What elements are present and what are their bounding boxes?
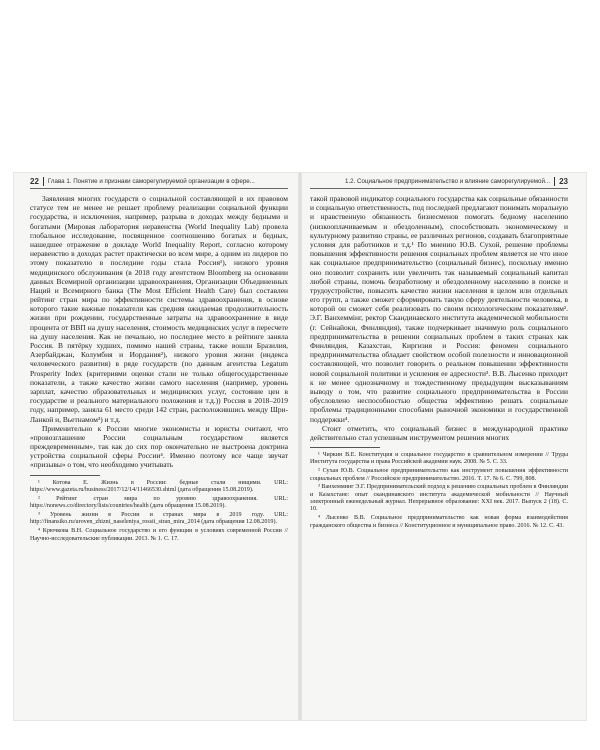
right-page-number: 23 xyxy=(559,176,568,186)
left-body-text xyxy=(30,194,288,470)
paragraph: такой правовой индикатор социального государства как социальные обязанности и социальную ответственность, под последней предлагают понимать моральную и нравственную обязанность бизнесменов помогать бедному населению (низкооплачиваемым и обездоленным), способствовать экономическому и культурному развитию страны, ее различных регионов, создавать благоприятные условия для работников и т.д.¹ По мнению Ю.В. Сухой, решение проблемы повышения эффективности решения социальных проблем является не что иное как социальное предпринимательство (социальный бизнес), поскольку именно оно позволит сохранить или увеличить так называемый социальный капитал любой страны, помочь безработному и обездоленному населению в поиске и трудоустройстве, повысить качество жизни населения в целом или отдельных его групп, а также сможет сформировать такую сферу деятельности человека, в которой он сможет себя реализовать по своим психологическим показателям². Э.Г. Ванхеммінг, ректор Скандинавского института академической мобильности (г. Сейнайоки, Финляндия), также подчеркивает значимую роль социального предпринимательства в решении социальных проблем в таких странах как Финляндия, Казахстан, Киргизия и Россия: феномен социального предпринимательства обладает свойством особой полезности и инновационной составляющей, что позволит говорить о реальном повышении эффективности новой социальной политики и усиления ее адресности³. В.В. Лысенко приходит к не менее однозначному и тождественному предыдущим высказываниям выводу о том, что развитие социального предпринимательства в России обусловлено неспособностью общества эффективно решать социальные проблемы традиционными способами рыночной экономики и государственной поддержки⁴. xyxy=(310,194,568,424)
right-footnotes xyxy=(310,452,568,530)
footnote: ⁴ Лысенко В.В. Социальное предпринимательство как новая форма взаимодействия гражданского общества и бизнеса // Конституционное и муниципальное право. 2016. № 12. С. 43. xyxy=(310,515,568,529)
paragraph: Применительно к России многие экономисты и юристы считают, что «провозглашение России социальным государством является преждевременным», так как до сих пор окончательно не выстроена доктрина устройства социальной сферы России⁴. Именно поэтому все чаще звучат «призывы» о том, что необходимо учитывать xyxy=(30,423,288,470)
header-rule xyxy=(310,188,568,189)
separator-bar xyxy=(554,177,555,186)
footnote: ³ Уровень жизни в России и странах мира в 2019 году. URL: http://finansiko.ru/uroven_zhizni_naseleniya_rossii_stran_mira_2014 (дата обращения 12.08.2019). xyxy=(30,512,288,526)
left-running-title: Глава 1. Понятие и признаки саморегулируемой организации в сфере... xyxy=(47,177,255,185)
header-rule xyxy=(30,188,288,189)
left-footnotes xyxy=(30,480,288,543)
footnote: ¹ Котова Е. Жизнь в России: бедные стали нищими. URL: https://www.gazeta.ru/business/2017/12/14/11466530.shtml (дата обращения 15.08.2019). xyxy=(30,479,288,493)
right-running-head xyxy=(310,175,568,187)
footnote: ¹ Чиркин В.Е. Конституция и социальное государство в сравнительном измерении // Труды Института государства и права Российской академии наук. 2008. № 5. С. 33. xyxy=(310,452,568,466)
footnote: ² Сухая Ю.В. Социальное предпринимательство как инструмент повышения эффективности социальных проблем // Российское предпринимательство. 2016. Т. 17. № 6. С. 799, 808. xyxy=(310,468,568,482)
left-running-head xyxy=(30,175,288,187)
separator-bar xyxy=(43,177,44,186)
footnote: ⁴ Крючкова В.Н. Социальное государство и его функции в условиях современной России // Научно-исследовательские публикации. 2013. № 1. С. 17. xyxy=(30,528,288,542)
right-body-text xyxy=(310,194,568,442)
footnote-rule xyxy=(30,475,100,476)
right-page xyxy=(310,173,568,720)
footnote-rule xyxy=(310,447,380,448)
footnote: ³ Ванхемминг Э.Г. Предпринимательский подход к решению социальных проблем в Финляндии и Казахстане: опыт скандинавского института академической мобильности // Научный электронный еженедельный журнал. Непрерывное образование: XXI век. 2017. Выпуск 2 (18). С. 10. xyxy=(310,484,568,513)
left-page xyxy=(30,173,288,720)
footnote: ² Рейтинг стран мира по уровню здравоохранения. URL: https://nonews.co/directory/lists/countries/health (дата обращения 15.08.2019). xyxy=(30,495,288,510)
paragraph: Заявления многих государств о социальной составляющей в их правовом статусе тем не менее не решает проблему реализации социальной функции государства, и исключения, например, разрыва в доходах между бедными и богатыми (Мировая лаборатория неравенства (World Inequality Lab) провела глобальное исследование, посвященное соотношению богатых и бедных, нашедшее отражение в докладе World Inequality Report, согласно которому неравенство в доходах растет практически во всем мире, а одним из лидеров по этому показателю в последние годы стала Россия¹), низкого уровня медицинского обслуживания (в 2018 году агентством Bloomberg на основании данных Всемирной организации здравоохранения, Организации Объединенных Наций и Всемирного банка (The Most Efficient Health Care) был составлен рейтинг стран мира по эффективности системы здравоохранения, в основе которого такие важные показатели как средняя ожидаемая продолжительность жизни при рождении, государственные затраты на здравоохранение в виде процента от ВВП на душу населения, стоимость медицинских услуг в пересчете на душу населения. Как не печально, но последнее место в рейтинге заняла Россия. В пятёрку худших, помимо нашей страны, также вошли Бразилия, Азербайджан, Колумбия и Иордания²), низкого уровня жизни (индекса человеческого развития) в ряде государств (по данным агентства Legatum Prosperity Index (критериями оценки стали не только общегосударственные показатели, а также качество жизни самого населения (например, уровень зарплат, качество образовательных и медицинских услуг, состояние цен в государстве и реального материального положения и т.д.)) Россия в 2018–2019 году, например, заняла 61 место среди 142 стран, расположившись между Шри-Ланкой и, Вьетнамом³) и т.д. xyxy=(30,194,288,424)
left-page-number: 22 xyxy=(30,176,39,186)
right-running-title: 1.2. Социальное предпринимательство и влияние саморегулируемой... xyxy=(345,177,551,185)
paragraph: Стоит отметить, что социальный бизнес в международной практике действительно стал успешным инструментом решения многих xyxy=(310,423,568,442)
book-gutter xyxy=(298,173,302,720)
